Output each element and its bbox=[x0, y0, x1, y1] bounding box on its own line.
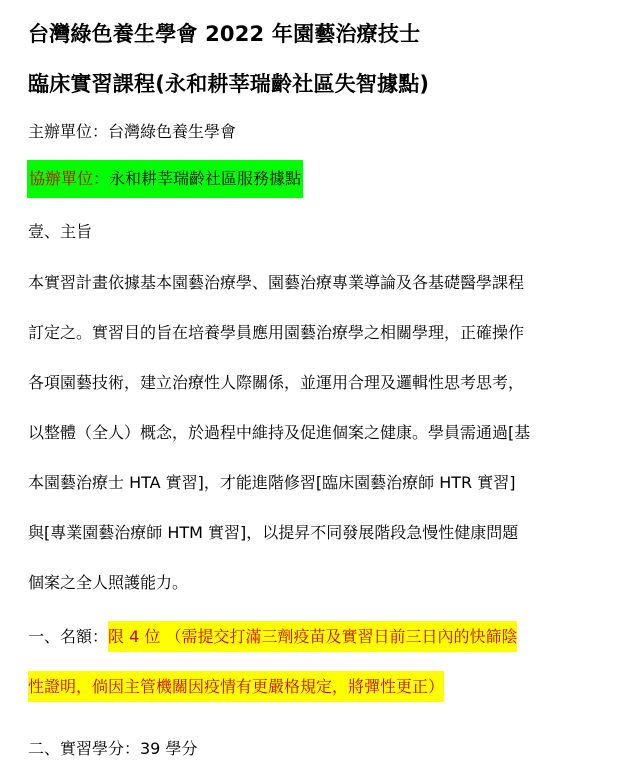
section-1-heading: 壹、主旨 bbox=[28, 222, 93, 241]
paragraph-line: 個案之全人照護能力。 bbox=[28, 573, 189, 592]
co-organizer-value: ：永和耕莘瑞齡社區服務據點 bbox=[93, 169, 302, 188]
paragraph-line: 各項園藝技術，建立治療性人際關係，並運用合理及邏輯性思考思考， bbox=[28, 373, 525, 392]
co-organizer-label: 協辦單位 bbox=[29, 169, 94, 188]
quota-highlight-line-1: 限 4 位 （需提交打滿三劑疫苗及實習日前三日內的快篩陰 bbox=[108, 621, 517, 652]
paragraph-line: 以整體（全人）概念，於過程中維持及促進個案之健康。學員需通過[基 bbox=[28, 423, 531, 442]
document-title-line-2: 臨床實習課程(永和耕莘瑞齡社區失智據點) bbox=[28, 72, 430, 96]
paragraph-line: 本園藝治療士 HTA 實習]，才能進階修習[臨床園藝治療師 HTR 實習] bbox=[28, 473, 516, 492]
section-1-paragraph bbox=[28, 258, 608, 608]
document-title-line-1: 台灣綠色養生學會 2022 年園藝治療技士 bbox=[28, 22, 421, 46]
quota-section bbox=[28, 612, 517, 712]
paragraph-line: 與[專業園藝治療師 HTM 實習]，以提昇不同發展階段急慢性健康問題 bbox=[28, 523, 519, 542]
paragraph-line: 訂定之。實習目的旨在培養學員應用園藝治療學之相關學理，正確操作 bbox=[28, 323, 525, 342]
paragraph-line: 本實習計畫依據基本園藝治療學、園藝治療專業導論及各基礎醫學課程 bbox=[28, 273, 525, 292]
quota-label: 一、名額： bbox=[28, 627, 109, 646]
credits-line: 二、實習學分：39 學分 bbox=[28, 739, 198, 758]
organizer-line: 主辦單位：台灣綠色養生學會 bbox=[28, 122, 237, 141]
quota-highlight-line-2: 性證明，倘因主管機關因疫情有更嚴格規定，將彈性更正） bbox=[28, 671, 444, 702]
co-organizer-line bbox=[27, 160, 303, 198]
